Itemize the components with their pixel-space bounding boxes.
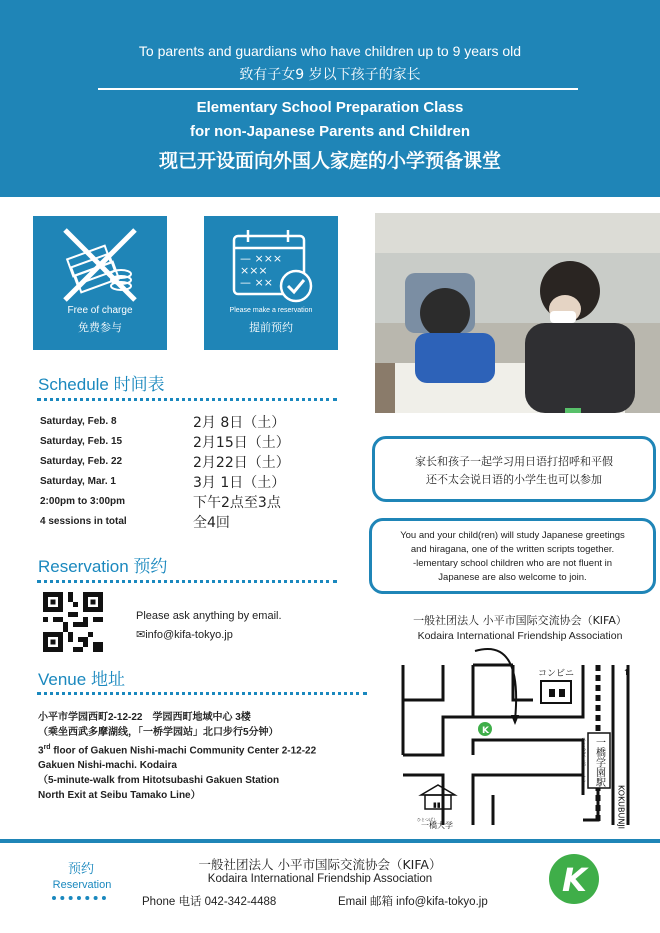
schedule-row-zh: 2月 8日（土） [193,415,286,431]
univ-kana: ひとつばし [417,817,437,822]
svg-text:K: K [562,861,587,899]
sessions-zh: 全4回 [193,515,230,531]
schedule-heading: Schedule 时间表 [38,375,165,394]
venue-line: （5-minute-walk from Hitotsubashi Gakuen Station [38,775,280,787]
bubble-zh-line: 家长和孩子一起学习用日语打招呼和平假 [415,455,613,468]
footer-res-en: Reservation [52,879,112,891]
bubble-en-line: -lementary school children who are not fluent in [412,558,613,569]
venue-line: （乘坐西武多摩湖线，「一桥学园站」北口步行5分钟） [38,727,279,738]
venue-line [38,740,368,758]
no-money-icon [55,224,145,306]
map-org-zh: 一般社团法人 小平市国际交流协会（KIFA） [413,614,627,627]
reservation-note: Please ask anything by email. [136,610,282,622]
calendar-check-icon [226,224,316,306]
title-en-1: Elementary School Preparation Class [196,99,464,116]
station-kana: ひとつばしがくえん [580,737,586,782]
station-label: 一橋学園駅 [593,737,605,787]
svg-text:↑: ↑ [623,668,630,677]
schedule-divider [37,398,337,401]
footer-org-zh: 一般社团法人 小平市国际交流协会（KIFA） [198,857,442,872]
free-tile [33,216,167,350]
title-zh: 现已开设面向外国人家庭的小学预备课堂 [158,150,501,172]
reservation-zh: 提前预约 [249,321,293,334]
svg-text:— ×××: — ××× [240,252,283,265]
footer-res-zh: 预约 [67,862,94,877]
store-label: コンビニ [538,669,575,679]
footer-email[interactable]: Email 邮箱 info@kifa-tokyo.jp [338,896,488,908]
svg-text:K: K [482,726,489,736]
reservation-en: Please make a reservation [229,307,313,314]
map-org-en: Kodaira International Friendship Association [417,630,623,642]
footer-org-en: Kodaira International Friendship Association [207,873,433,885]
venue-line: 小平市学园西町2-12-22 学园西町地域中心 3楼 [38,712,251,723]
qr-code[interactable] [43,592,103,652]
venue-line: Gakuen Nishi-machi. Kodaira [38,760,177,772]
schedule-row-en: Saturday, Feb. 8 [40,416,117,427]
reservation-tile [204,216,338,350]
schedule-row-zh: 2月22日（土） [193,455,290,471]
schedule-row-en: Saturday, Feb. 22 [40,456,123,467]
free-zh: 免费参与 [78,321,122,334]
time-en: 2:00pm to 3:00pm [40,496,126,507]
schedule-row-zh: 3月 1日（土） [193,475,286,491]
free-en: Free of charge [67,305,133,316]
kifa-logo [548,853,600,905]
title-en-2: for non-Japanese Parents and Children [189,123,471,140]
audience-en: To parents and guardians who have children up to 9 years old [138,43,522,59]
reservation-divider [37,580,337,583]
speech-bubble-zh [372,436,656,502]
svg-text:×××: ××× [240,264,268,277]
venue-floor: 3 [38,745,44,757]
reservation-email[interactable]: ✉info@kifa-tokyo.jp [136,629,233,641]
venue-line: North Exit at Seibu Tamako Line） [38,790,201,802]
bubble-en-line: and hiragana, one of the written scripts together. [410,544,615,555]
audience-zh: 致有子女9 岁以下孩子的家长 [239,67,421,83]
sessions-en: 4 sessions in total [40,516,127,527]
venue-address [38,710,368,803]
schedule-row-en: Saturday, Feb. 15 [40,436,123,447]
footer-rule [0,839,660,843]
svg-text:▮▮: ▮▮ [433,801,441,809]
header-banner [0,0,660,197]
bubble-en-line: Japanese are also welcome to join. [438,572,587,583]
schedule-row-zh: 2月15日（土） [193,435,290,451]
class-photo [375,213,660,413]
footer-phone[interactable]: Phone 电话 042-342-4488 [142,896,277,908]
svg-text:— ××: — ×× [240,276,273,289]
footer-res-dots [52,896,106,900]
venue-line-text: floor of Gakuen Nishi-machi Community Center 2-12-22 [50,745,317,757]
speech-bubble-en [369,518,656,594]
schedule-row-en: Saturday, Mar. 1 [40,476,116,487]
bubble-zh-line: 还不太会说日语的小学生也可以参加 [426,473,602,486]
venue-divider [37,692,367,695]
univ-label: 一橋大学 [421,821,453,830]
line-label: KOKUBUNJI [616,785,626,830]
time-zh: 下午2点至3点 [193,495,281,511]
reservation-heading: Reservation 预约 [38,557,168,576]
bubble-en-line: You and your child(ren) will study Japanese greetings [400,530,625,541]
access-map [383,645,653,830]
venue-heading: Venue 地址 [38,670,125,689]
venue-floor-suffix: rd [43,744,51,751]
header-divider [98,88,578,90]
